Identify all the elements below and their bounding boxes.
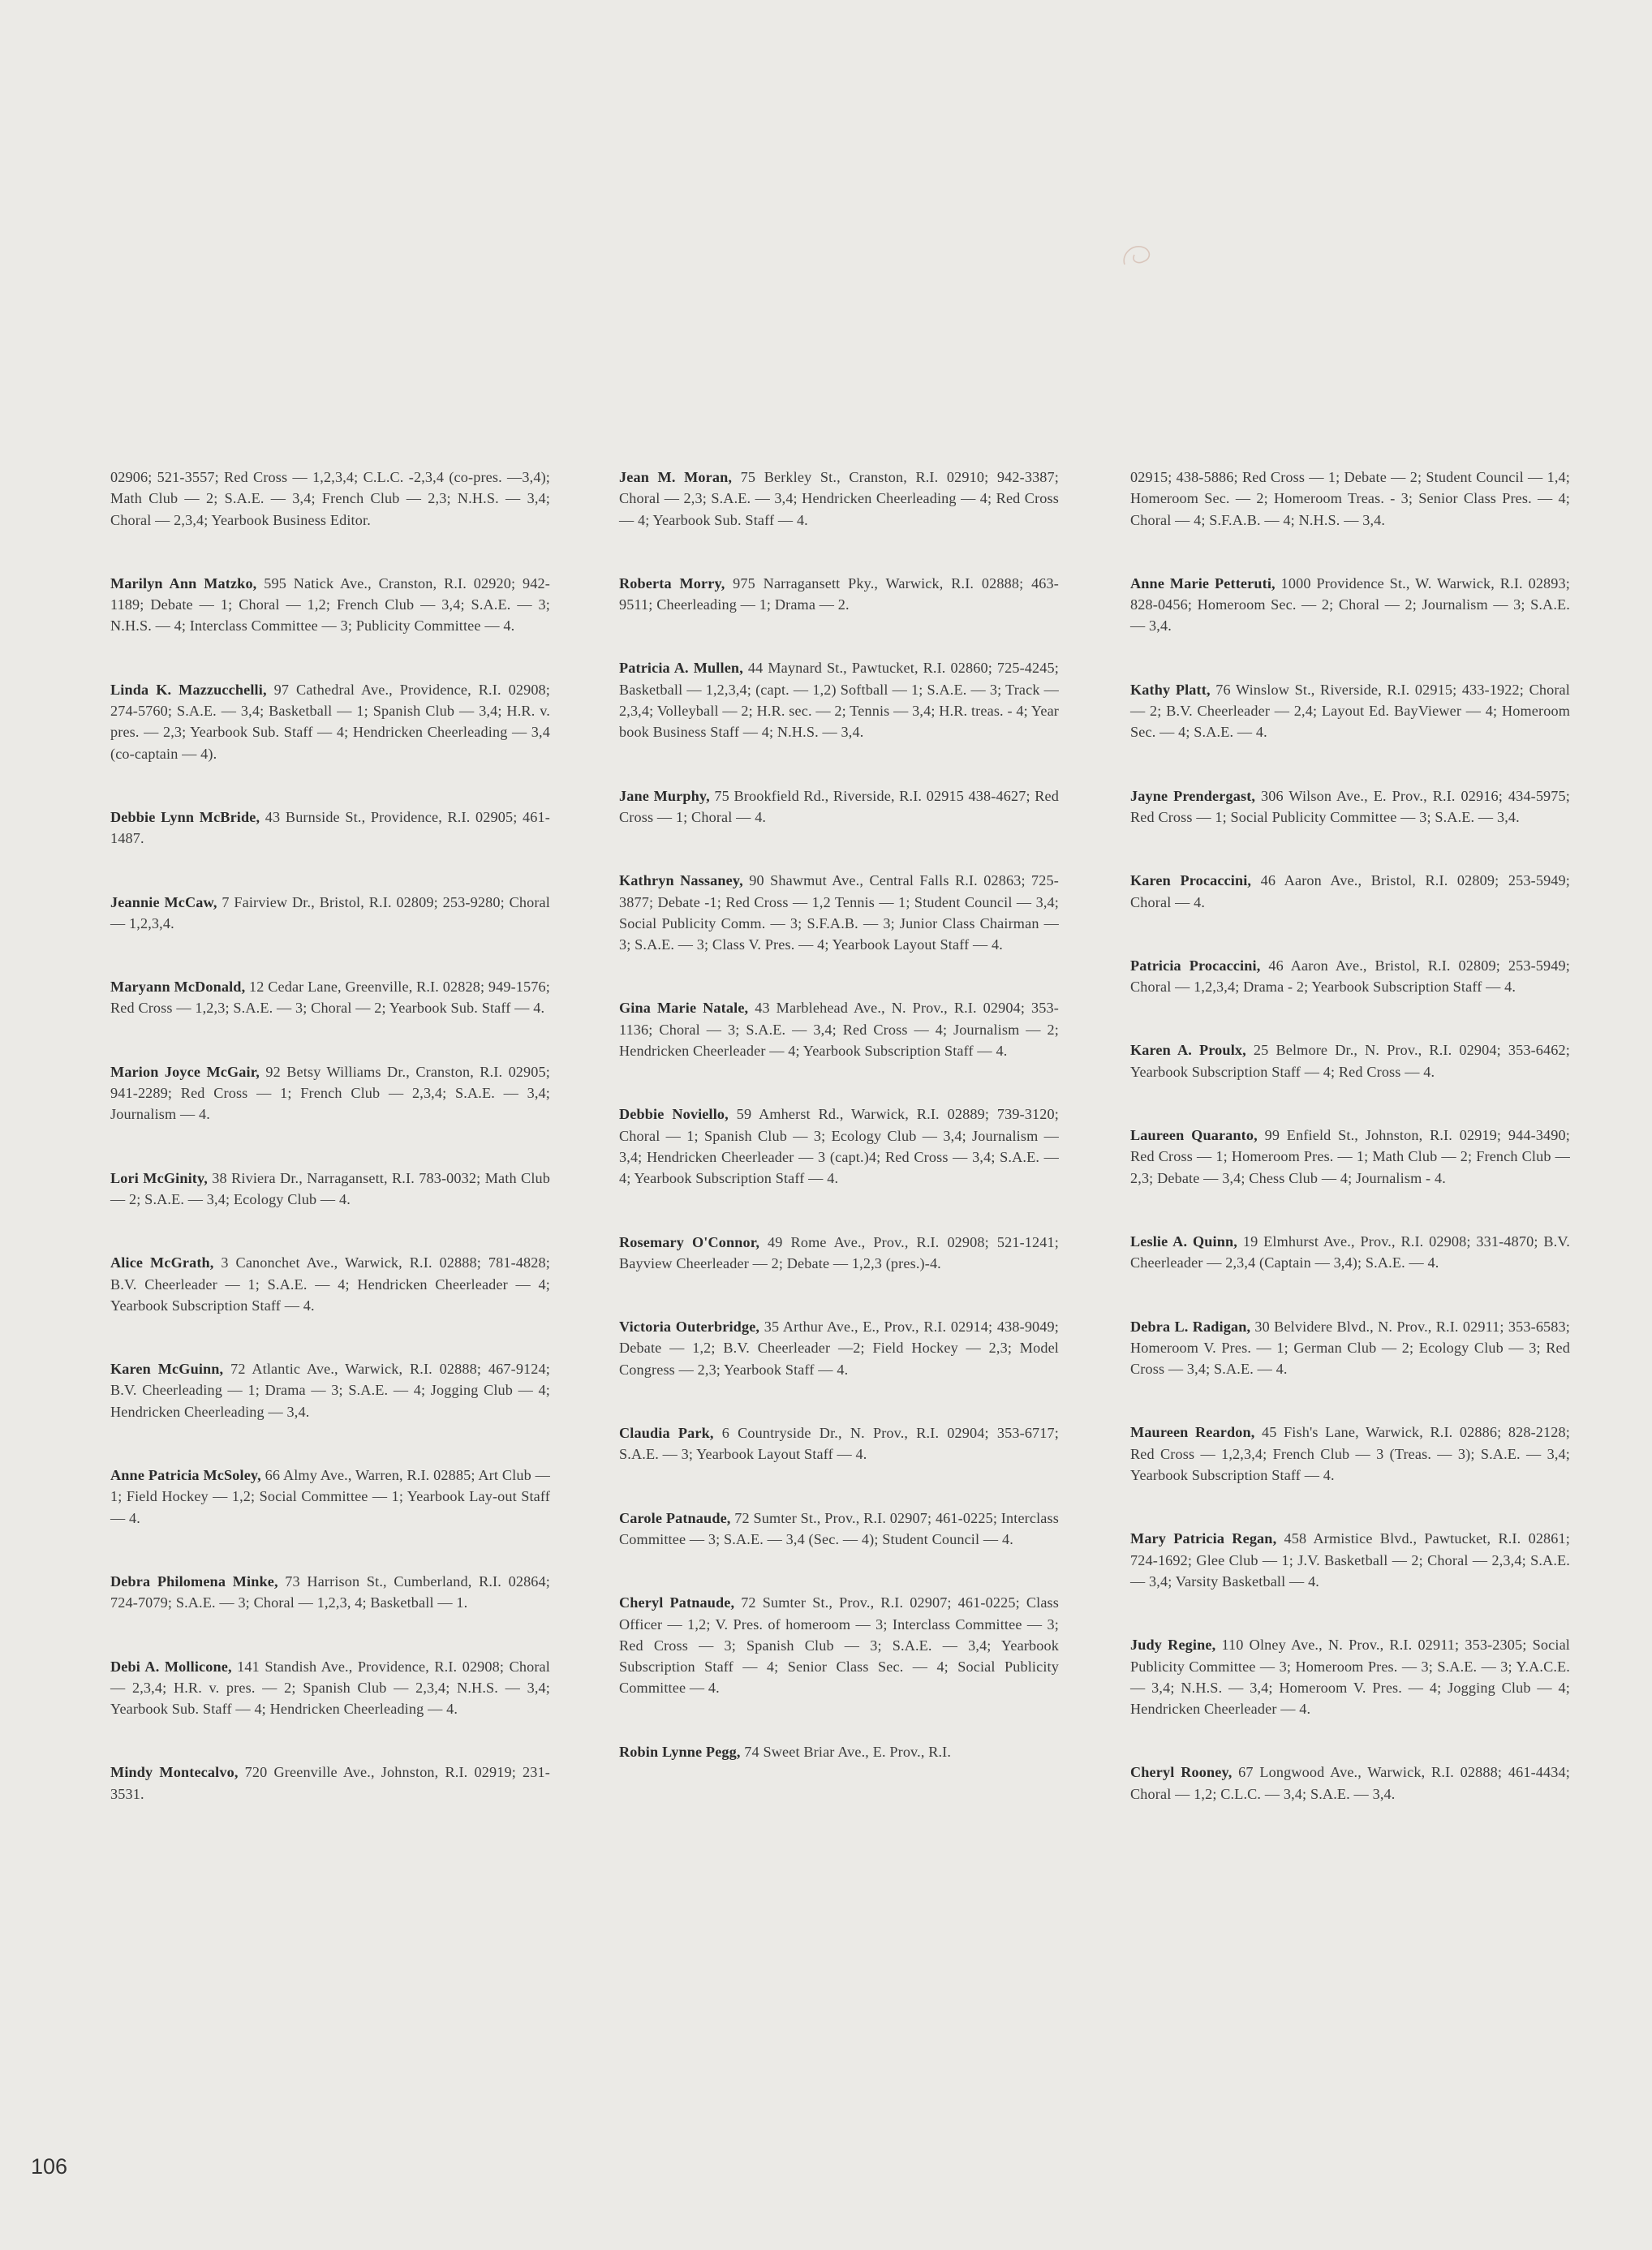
student-name: Kathy Platt, xyxy=(1130,681,1211,698)
student-details: 12 Cedar Lane, Greenville, R.I. 02828; 949-1576; Red Cross — 1,2,3; S.A.E. — 3; Choral — 2; Yearbook Sub. Staff — 4. xyxy=(110,979,550,1017)
student-name: Carole Patnaude, xyxy=(619,1509,731,1526)
student-name: Maureen Reardon, xyxy=(1130,1424,1255,1441)
column-3 xyxy=(1130,467,1570,1847)
student-entry xyxy=(1130,679,1570,743)
student-name: Victoria Outerbridge, xyxy=(619,1319,760,1336)
student-details: 66 Almy Ave., Warren, R.I. 02885; Art Club — 1; Field Hockey — 1,2; Social Committee — 1; Yearbook Lay-out Staff — 4. xyxy=(110,1467,550,1526)
student-entry xyxy=(1130,870,1570,913)
student-entry xyxy=(110,892,550,935)
student-details: 73 Harrison St., Cumberland, R.I. 02864; 724-7079; S.A.E. — 3; Choral — 1,2,3, 4; Basketball — 1. xyxy=(110,1572,551,1611)
student-name: Gina Marie Natale, xyxy=(619,1000,749,1017)
pencil-mark-icon xyxy=(1120,240,1155,273)
student-name: Lori McGinity, xyxy=(110,1169,208,1186)
student-details: 75 Berkley St., Cranston, R.I. 02910; 942-3387; Choral — 2,3; S.A.E. — 3,4; Hendricken Cheerleading — 4; Red Cross — 4; Yearbook Sub. Staff — 4. xyxy=(619,469,1059,528)
student-name: Patricia Procaccini, xyxy=(1130,957,1261,974)
student-name: Roberta Morry, xyxy=(619,574,725,592)
student-name: Jeannie McCaw, xyxy=(110,893,217,910)
student-name: Jayne Prendergast, xyxy=(1130,787,1256,804)
student-name: Patricia A. Mullen, xyxy=(619,660,743,677)
student-name: Marilyn Ann Matzko, xyxy=(110,574,257,592)
student-name: Jean M. Moran, xyxy=(619,469,733,485)
student-name: Leslie A. Quinn, xyxy=(1130,1233,1237,1250)
student-entry xyxy=(1130,573,1570,637)
student-name: Jane Murphy, xyxy=(619,787,710,804)
student-details: 35 Arthur Ave., E., Prov., R.I. 02914; 438-9049; Debate — 1,2; B.V. Cheerleader —2; Field Hockey — 2,3; Model Congress — 2,3; Yearbook Staff — 4. xyxy=(619,1319,1059,1378)
student-details: 458 Armistice Blvd., Pawtucket, R.I. 02861; 724-1692; Glee Club — 1; J.V. Basketball — 2; Choral — 2,3,4; S.A.E. — 3,4; Varsity Basketball — 4. xyxy=(1130,1530,1570,1590)
student-details: 43 Burnside St., Providence, R.I. 02905; 461-1487. xyxy=(110,808,550,847)
student-name: Rosemary O'Connor, xyxy=(619,1233,760,1250)
student-details: 46 Aaron Ave., Bristol, R.I. 02809; 253-5949; Choral — 1,2,3,4; Drama - 2; Yearbook Subscription Staff — 4. xyxy=(1130,957,1570,996)
student-entry xyxy=(1130,1528,1570,1592)
student-entry xyxy=(110,1465,550,1529)
student-details: 67 Longwood Ave., Warwick, R.I. 02888; 461-4434; Choral — 1,2; C.L.C. — 3,4; S.A.E. — 3,4. xyxy=(1130,1764,1570,1802)
student-entry xyxy=(1130,955,1570,998)
student-details: 75 Brookfield Rd., Riverside, R.I. 02915 438-4627; Red Cross — 1; Choral — 4. xyxy=(619,787,1059,825)
student-details: 72 Sumter St., Prov., R.I. 02907; 461-0225; Class Officer — 1,2; V. Pres. of homeroom — 3; Interclass Committee — 3; Red Cross — 3; Spanish Club — 3; S.A.E. — 3,4; Yearbook Subscription Staff — 4; Senior Class Sec. — 4; Social Publicity Committee — 4. xyxy=(619,1594,1059,1697)
student-details: 595 Natick Ave., Cranston, R.I. 02920; 942-1189; Debate — 1; Choral — 1,2; French Club — 3,4; S.A.E. — 3; N.H.S. — 4; Interclass Committee — 3; Publicity Committee — 4. xyxy=(110,574,550,635)
column-2 xyxy=(619,467,1059,1805)
student-name: Cheryl Rooney, xyxy=(1130,1764,1233,1781)
student-entry xyxy=(110,467,550,531)
student-details: 99 Enfield St., Johnston, R.I. 02919; 944-3490; Red Cross — 1; Homeroom Pres. — 1; Math Club — 2; French Club — 2,3; Debate — 3,4; Chess Club — 4; Journalism - 4. xyxy=(1130,1127,1570,1186)
column-1 xyxy=(110,467,550,1847)
student-name: Claudia Park, xyxy=(619,1425,714,1442)
student-entry xyxy=(1130,1039,1570,1082)
student-details: 72 Atlantic Ave., Warwick, R.I. 02888; 467-9124; B.V. Cheerleading — 1; Drama — 3; S.A.E. — 4; Jogging Club — 4; Hendricken Cheerleading — 3,4. xyxy=(110,1361,550,1420)
page-number: 106 xyxy=(31,2154,68,2179)
student-details: 7 Fairview Dr., Bristol, R.I. 02809; 253-9280; Choral — 1,2,3,4. xyxy=(110,893,550,931)
student-details: 25 Belmore Dr., N. Prov., R.I. 02904; 353-6462; Yearbook Subscription Staff — 4; Red Cross — 4. xyxy=(1130,1042,1570,1080)
student-entry xyxy=(110,976,550,1019)
student-entry xyxy=(1130,1125,1570,1189)
student-entry xyxy=(619,1592,1059,1698)
student-entry xyxy=(619,657,1059,742)
student-entry xyxy=(110,1571,550,1614)
student-details: 141 Standish Ave., Providence, R.I. 02908; Choral — 2,3,4; H.R. v. pres. — 2; Spanish Club — 2,3,4; N.H.S. — 3,4; Yearbook Sub. Staff — 4; Hendricken Cheerleading — 4. xyxy=(110,1658,550,1718)
student-name: Debbie Lynn McBride, xyxy=(110,808,260,825)
student-details: 92 Betsy Williams Dr., Cranston, R.I. 02905; 941-2289; Red Cross — 1; French Club — 2,3,4; S.A.E. — 3,4; Journalism — 4. xyxy=(110,1063,550,1123)
student-entry xyxy=(110,1656,550,1720)
student-details: 02915; 438-5886; Red Cross — 1; Debate — 2; Student Council — 1,4; Homeroom Sec. — 2; Homeroom Treas. - 3; Senior Class Pres. — 4; Choral — 4; S.F.A.B. — 4; N.H.S. — 3,4. xyxy=(1130,469,1570,528)
student-entry xyxy=(619,785,1059,828)
student-details: 3 Canonchet Ave., Warwick, R.I. 02888; 781-4828; B.V. Cheerleader — 1; S.A.E. — 4; Hendricken Cheerleader — 4; Yearbook Subscription Staff — 4. xyxy=(110,1254,550,1314)
student-entry xyxy=(1130,1231,1570,1274)
student-details: 02906; 521-3557; Red Cross — 1,2,3,4; C.L.C. -2,3,4 (co-pres. —3,4); Math Club — 2; S.A.E. — 3,4; French Club — 2,3; N.H.S. — 3,4; Choral — 2,3,4; Yearbook Business Editor. xyxy=(110,469,550,528)
student-details: 38 Riviera Dr., Narragansett, R.I. 783-0032; Math Club — 2; S.A.E. — 3,4; Ecology Club — 4. xyxy=(110,1169,551,1207)
student-entry xyxy=(110,1061,550,1125)
student-details: 30 Belvidere Blvd., N. Prov., R.I. 02911; 353-6583; Homeroom V. Pres. — 1; German Club — 2; Ecology Club — 3; Red Cross — 3,4; S.A.E. — 4. xyxy=(1130,1318,1570,1378)
student-entry xyxy=(619,1508,1059,1551)
student-name: Maryann McDonald, xyxy=(110,979,246,996)
student-name: Debi A. Mollicone, xyxy=(110,1658,232,1675)
student-entry xyxy=(619,1316,1059,1380)
student-entry xyxy=(619,467,1059,531)
student-details: 110 Olney Ave., N. Prov., R.I. 02911; 353-2305; Social Publicity Committee — 3; Homeroom Pres. — 3; S.A.E. — 3; Y.A.C.E. — 3,4; N.H.S. — 3,4; Homeroom V. Pres. — 4; Jogging Club — 4; Hendricken Cheerleader — 4. xyxy=(1130,1637,1570,1718)
student-details: 45 Fish's Lane, Warwick, R.I. 02886; 828-2128; Red Cross — 1,2,3,4; French Club — 3 (Treas. — 3); S.A.E. — 3,4; Yearbook Subscription Staff — 4. xyxy=(1130,1424,1570,1484)
student-entry xyxy=(619,1232,1059,1275)
student-details: 76 Winslow St., Riverside, R.I. 02915; 433-1922; Choral — 2; B.V. Cheerleader — 2,4; Layout Ed. BayViewer — 4; Homeroom Sec. — 4; S.A.E. — 4. xyxy=(1130,681,1570,741)
student-entry xyxy=(1130,467,1570,531)
student-entry xyxy=(110,573,550,637)
student-entry xyxy=(110,679,550,764)
student-name: Anne Marie Petteruti, xyxy=(1130,574,1276,592)
student-details: 19 Elmhurst Ave., Prov., R.I. 02908; 331-4870; B.V. Cheerleader — 2,3,4 (Captain — 3,4); S.A.E. — 4. xyxy=(1130,1233,1570,1271)
student-details: 46 Aaron Ave., Bristol, R.I. 02809; 253-5949; Choral — 4. xyxy=(1130,872,1571,910)
student-details: 44 Maynard St., Pawtucket, R.I. 02860; 725-4245; Basketball — 1,2,3,4; (capt. — 1,2) Softball — 1; S.A.E. — 3; Track — 2,3,4; Volleyball — 2; H.R. sec. — 2; Tennis — 3,4; H.R. treas. - 4; Year book Business Staff — 4; N.H.S. — 3,4. xyxy=(619,660,1059,741)
student-entry xyxy=(1130,1634,1570,1719)
student-details: 306 Wilson Ave., E. Prov., R.I. 02916; 434-5975; Red Cross — 1; Social Publicity Committee — 3; S.A.E. — 3,4. xyxy=(1130,787,1570,825)
student-details: 720 Greenville Ave., Johnston, R.I. 02919; 231-3531. xyxy=(110,1764,550,1802)
student-name: Judy Regine, xyxy=(1130,1637,1216,1654)
student-details: 90 Shawmut Ave., Central Falls R.I. 02863; 725-3877; Debate -1; Red Cross — 1,2 Tennis — 1; Student Council — 3,4; Social Publicity Comm. — 3; S.F.A.B. — 3; Junior Class Chairman — 3; S.A.E. — 3; Class V. Pres. — 4; Yearbook Layout Staff — 4. xyxy=(619,872,1059,953)
student-name: Robin Lynne Pegg, xyxy=(619,1743,741,1760)
student-entry xyxy=(110,1168,550,1211)
student-name: Marion Joyce McGair, xyxy=(110,1063,260,1080)
student-entry xyxy=(1130,1762,1570,1805)
student-name: Debbie Noviello, xyxy=(619,1106,729,1123)
student-name: Laureen Quaranto, xyxy=(1130,1127,1258,1144)
student-entry xyxy=(619,1422,1059,1465)
student-name: Alice McGrath, xyxy=(110,1254,214,1271)
student-entry xyxy=(1130,1316,1570,1380)
student-name: Mindy Montecalvo, xyxy=(110,1764,239,1781)
student-details: 43 Marblehead Ave., N. Prov., R.I. 02904; 353-1136; Choral — 3; S.A.E. — 3,4; Red Cross — 4; Journalism — 2; Hendricken Cheerleader — 4; Yearbook Subscription Staff — 4. xyxy=(619,1000,1059,1060)
student-name: Karen Procaccini, xyxy=(1130,872,1252,889)
student-name: Debra Philomena Minke, xyxy=(110,1572,278,1590)
student-entry xyxy=(619,1103,1059,1189)
student-entry xyxy=(1130,1422,1570,1486)
student-details: 49 Rome Ave., Prov., R.I. 02908; 521-1241; Bayview Cheerleader — 2; Debate — 1,2,3 (pres.)-4. xyxy=(619,1233,1059,1271)
student-entry xyxy=(619,1741,1059,1762)
student-details: 6 Countryside Dr., N. Prov., R.I. 02904; 353-6717; S.A.E. — 3; Yearbook Layout Staff — 4. xyxy=(619,1425,1059,1463)
student-entry xyxy=(619,573,1059,616)
student-details: 59 Amherst Rd., Warwick, R.I. 02889; 739-3120; Choral — 1; Spanish Club — 3; Ecology Club — 3,4; Journalism — 3,4; Hendricken Cheerleader — 3 (capt.)4; Red Cross — 3,4; S.A.E. — 4; Yearbook Subscription Staff — 4. xyxy=(619,1106,1059,1187)
student-name: Linda K. Mazzucchelli, xyxy=(110,681,267,698)
student-name: Kathryn Nassaney, xyxy=(619,872,743,889)
student-name: Karen McGuinn, xyxy=(110,1361,224,1378)
student-details: 97 Cathedral Ave., Providence, R.I. 02908; 274-5760; S.A.E. — 3,4; Basketball — 1; Spanish Club — 3,4; H.R. v. pres. — 2,3; Yearbook Sub. Staff — 4; Hendricken Cheerleading — 3,4 (co-captain — 4). xyxy=(110,681,551,762)
student-details: 74 Sweet Briar Ave., E. Prov., R.I. xyxy=(740,1743,952,1760)
student-entry xyxy=(619,997,1059,1061)
student-entry xyxy=(1130,785,1570,828)
student-entry xyxy=(110,1358,550,1422)
student-entry xyxy=(110,1762,550,1805)
student-details: 72 Sumter St., Prov., R.I. 02907; 461-0225; Interclass Committee — 3; S.A.E. — 3,4 (Sec. — 4); Student Council — 4. xyxy=(619,1509,1059,1547)
student-name: Cheryl Patnaude, xyxy=(619,1594,735,1611)
student-name: Mary Patricia Regan, xyxy=(1130,1530,1277,1547)
student-details: 975 Narragansett Pky., Warwick, R.I. 02888; 463-9511; Cheerleading — 1; Drama — 2. xyxy=(619,574,1060,613)
student-details: 1000 Providence St., W. Warwick, R.I. 02893; 828-0456; Homeroom Sec. — 2; Choral — 2; Journalism — 3; S.A.E. — 3,4. xyxy=(1130,574,1570,635)
student-entry xyxy=(110,807,550,850)
student-entry xyxy=(110,1252,550,1316)
student-name: Debra L. Radigan, xyxy=(1130,1318,1251,1335)
student-entry xyxy=(619,870,1059,955)
student-name: Karen A. Proulx, xyxy=(1130,1042,1246,1059)
student-name: Anne Patricia McSoley, xyxy=(110,1467,261,1484)
